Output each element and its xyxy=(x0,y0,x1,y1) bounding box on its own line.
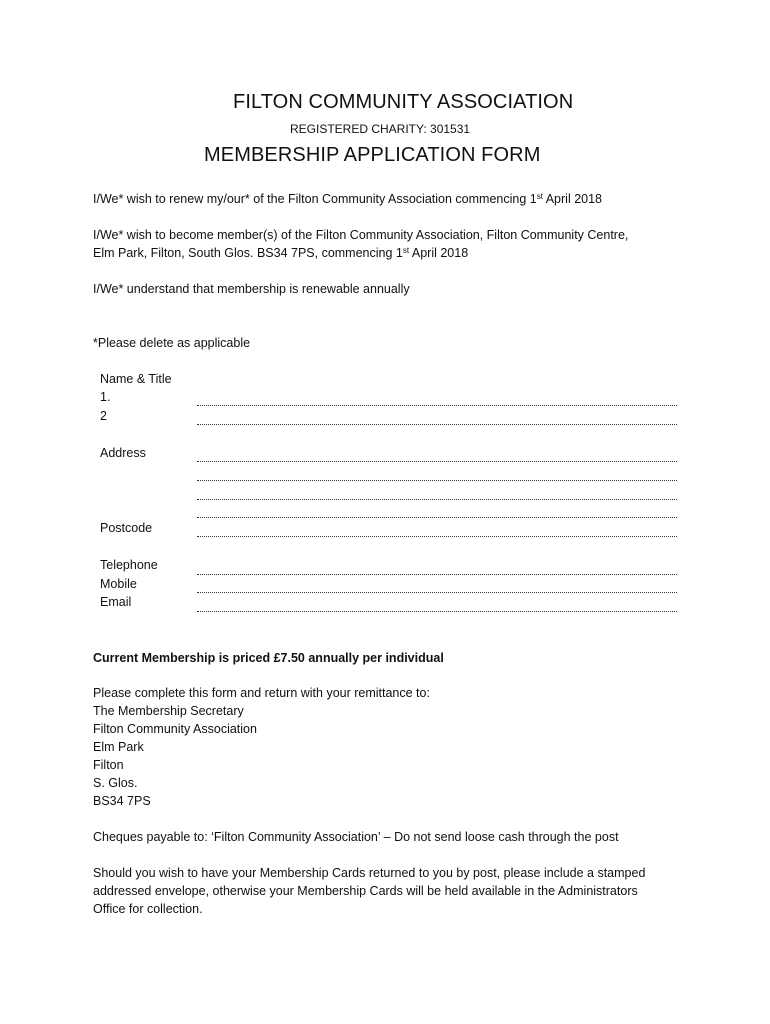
mobile-label: Mobile xyxy=(100,577,137,591)
name-2-label: 2 xyxy=(100,409,107,423)
email-label: Email xyxy=(100,595,132,609)
return-address-line: Elm Park xyxy=(93,740,144,754)
cards-note-line1: Should you wish to have your Membership Cards returned to you by post, please include a stamped xyxy=(93,866,646,880)
renew-statement xyxy=(93,190,602,208)
become-statement-date: April 2018 xyxy=(409,246,469,260)
return-address-line: Filton xyxy=(93,758,124,772)
postcode-line[interactable] xyxy=(197,536,677,537)
address-line-3[interactable] xyxy=(197,499,677,500)
postcode-label: Postcode xyxy=(100,521,153,535)
return-address-line: S. Glos. xyxy=(93,776,138,790)
telephone-line[interactable] xyxy=(197,574,677,575)
email-line[interactable] xyxy=(197,611,677,612)
become-statement-line1: I/We* wish to become member(s) of the Filton Community Association, Filton Community Centre, xyxy=(93,228,629,242)
name-title-label: Name & Title xyxy=(100,372,172,386)
charity-number: REGISTERED CHARITY: 301531 xyxy=(290,122,471,136)
name-1-label: 1. xyxy=(100,390,111,404)
delete-note: *Please delete as applicable xyxy=(93,336,251,350)
cards-note-line3: Office for collection. xyxy=(93,902,203,916)
address-label: Address xyxy=(100,446,146,460)
return-address-line: The Membership Secretary xyxy=(93,704,244,718)
renew-ordinal: st xyxy=(536,192,543,201)
cheques-note: Cheques payable to: ‘Filton Community Association’ – Do not send loose cash through the post xyxy=(93,830,619,844)
form-title: MEMBERSHIP APPLICATION FORM xyxy=(204,144,541,166)
renewable-statement: I/We* understand that membership is renewable annually xyxy=(93,282,410,296)
return-address-line: BS34 7PS xyxy=(93,794,151,808)
renew-statement-date: April 2018 xyxy=(542,192,603,206)
become-statement-text: Elm Park, Filton, South Glos. BS34 7PS, commencing 1 xyxy=(93,246,403,260)
organisation-name: FILTON COMMUNITY ASSOCIATION xyxy=(233,91,574,113)
become-statement-line2 xyxy=(93,244,468,262)
renew-statement-text: I/We* wish to renew my/our* of the Filton Community Association commencing 1 xyxy=(93,192,537,206)
telephone-label: Telephone xyxy=(100,558,158,572)
mobile-line[interactable] xyxy=(197,592,677,593)
name-1-line[interactable] xyxy=(197,405,677,406)
pricing-note: Current Membership is priced £7.50 annually per individual xyxy=(93,651,444,665)
return-address-line: Filton Community Association xyxy=(93,722,257,736)
cards-note-line2: addressed envelope, otherwise your Membership Cards will be held available in the Administrators xyxy=(93,884,638,898)
become-ordinal: st xyxy=(402,246,410,255)
name-2-line[interactable] xyxy=(197,424,677,425)
address-line-1[interactable] xyxy=(197,461,677,462)
return-instructions: Please complete this form and return with your remittance to: xyxy=(93,686,430,700)
address-line-2[interactable] xyxy=(197,480,677,481)
address-line-4[interactable] xyxy=(197,517,677,518)
